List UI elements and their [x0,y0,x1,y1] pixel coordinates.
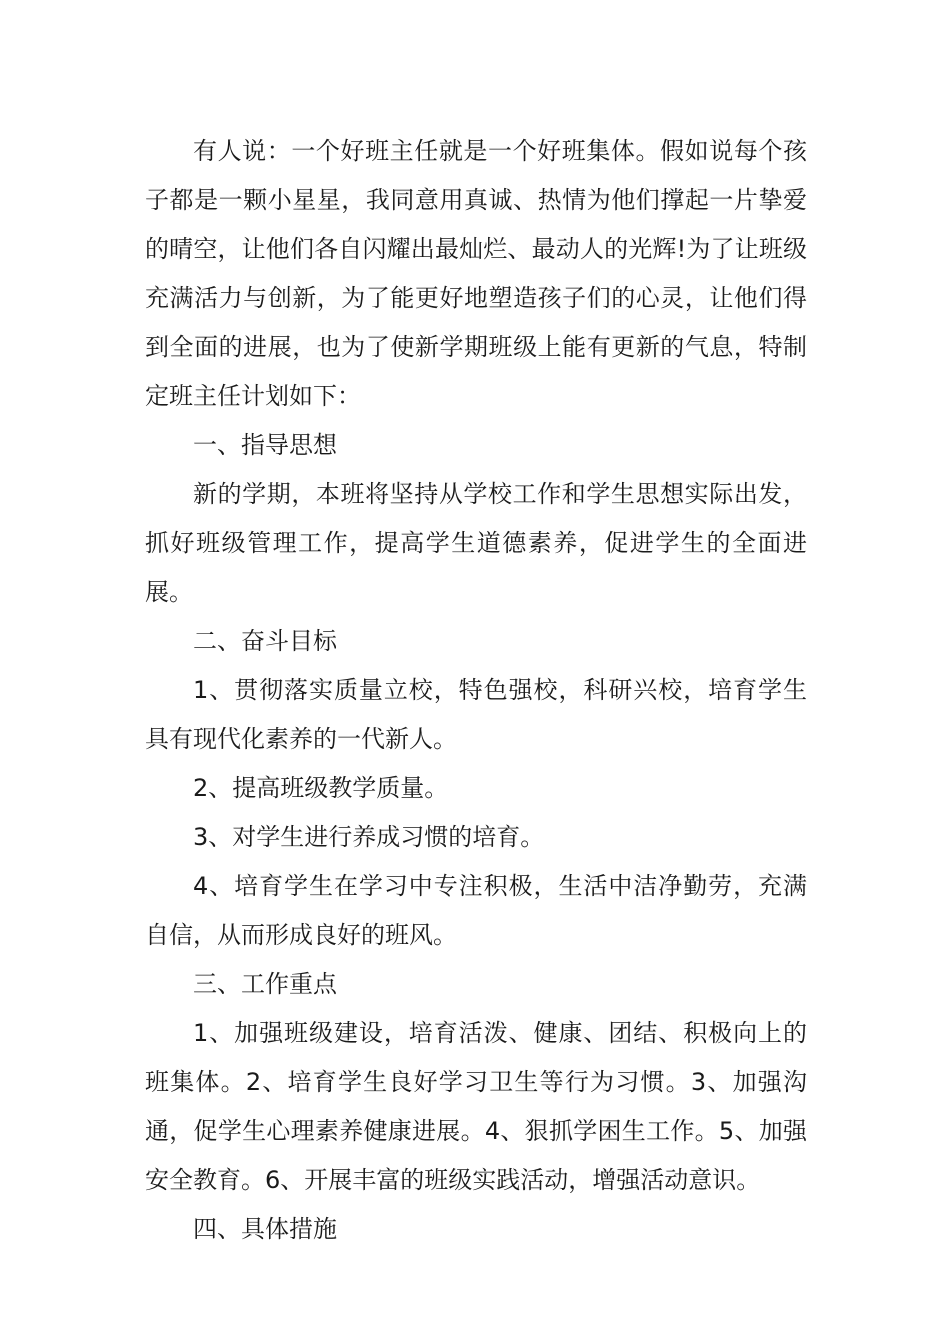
goal-item-4: 4、培育学生在学习中专注积极，生活中洁净勤劳，充满自信，从而形成良好的班风。 [145,872,807,949]
work-focus-paragraph: 1、加强班级建设，培育活泼、健康、团结、积极向上的班集体。2、培育学生良好学习卫生等行为习惯。3、加强沟通，促学生心理素养健康进展。4、狠抓学困生工作。5、加强安全教育。6、开展丰富的班级实践活动，增强活动意识。 [145,1019,807,1194]
section-heading-goals: 二、奋斗目标 [193,627,337,655]
section-heading-work-focus: 三、工作重点 [193,970,337,998]
goal-item-3: 3、对学生进行养成习惯的培育。 [193,823,545,851]
document-body [145,127,807,1254]
section-heading-measures: 四、具体措施 [193,1215,337,1243]
goal-item-2: 2、提高班级教学质量。 [193,774,449,802]
intro-paragraph: 有人说：一个好班主任就是一个好班集体。假如说每个孩子都是一颗小星星，我同意用真诚、热情为他们撑起一片挚爱的晴空，让他们各自闪耀出最灿烂、最动人的光辉!为了让班级充满活力与创新，为了能更好地塑造孩子们的心灵，让他们得到全面的进展，也为了使新学期班级上能有更新的气息，特制定班主任计划如下： [145,137,807,410]
guiding-ideology-paragraph: 新的学期，本班将坚持从学校工作和学生思想实际出发，抓好班级管理工作，提高学生道德素养，促进学生的全面进展。 [145,480,807,606]
section-heading-guiding-ideology: 一、指导思想 [193,431,337,459]
goal-item-1: 1、贯彻落实质量立校，特色强校，科研兴校，培育学生具有现代化素养的一代新人。 [145,676,807,753]
